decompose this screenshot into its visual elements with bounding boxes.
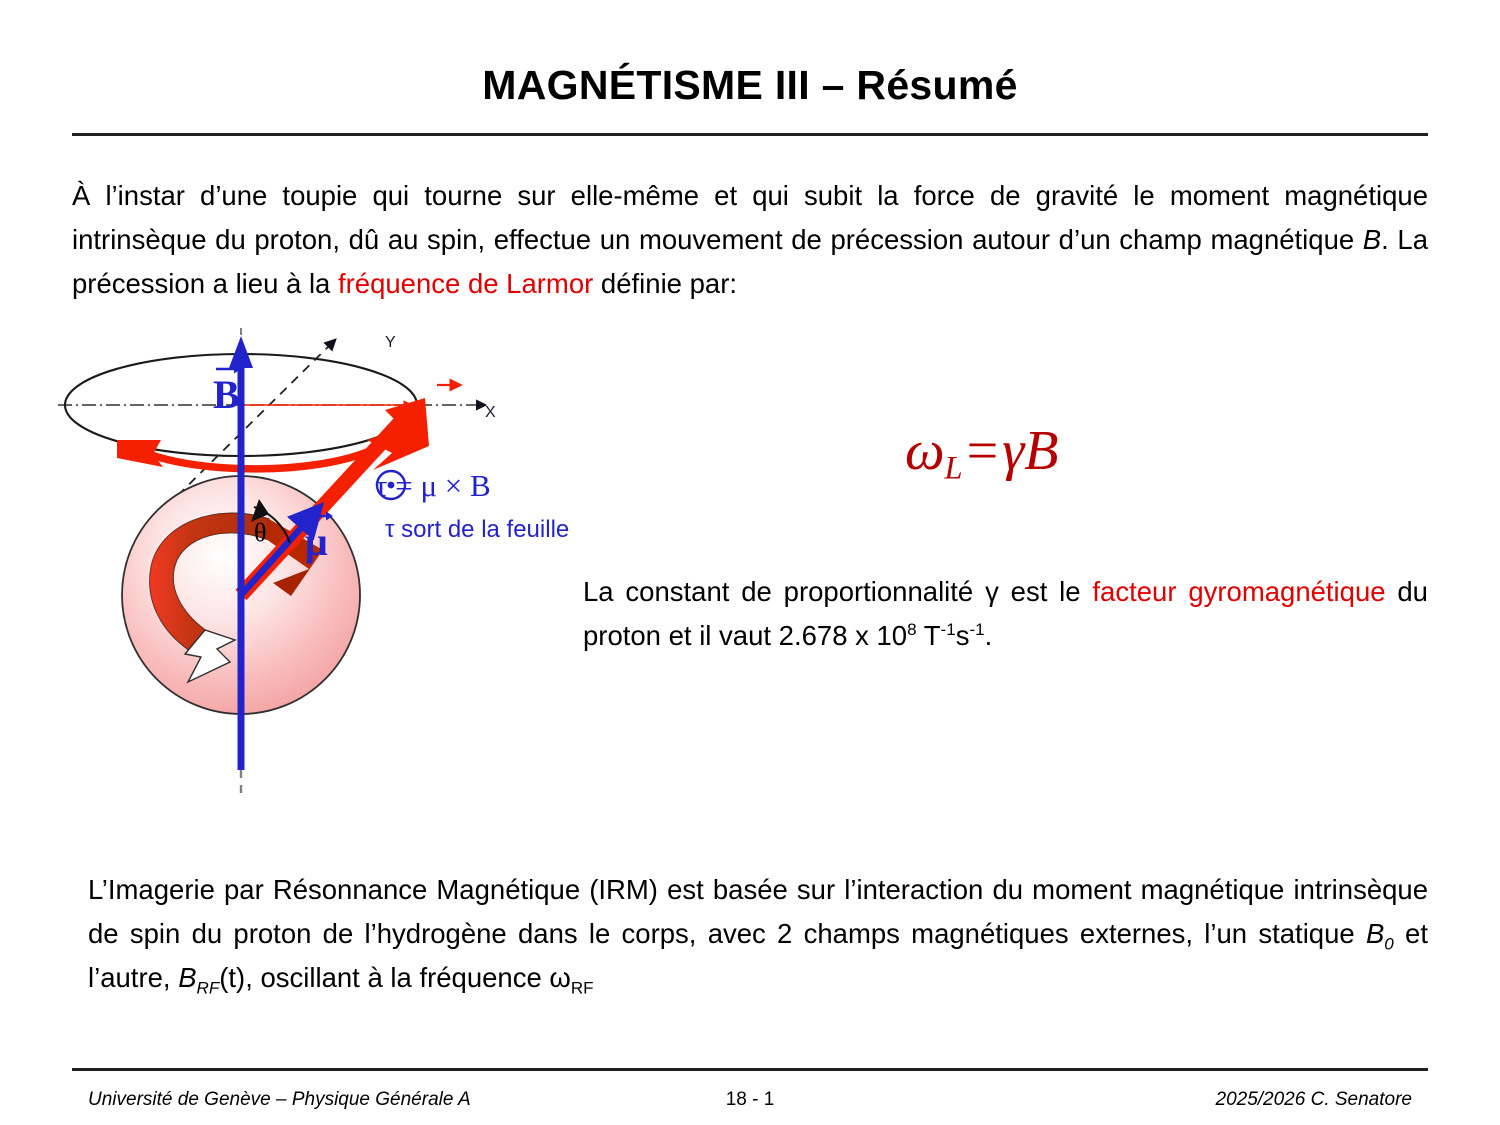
gamma-text-part4: T [916, 620, 941, 651]
precession-diagram-svg [55, 310, 545, 810]
irm-text-part3: (t), oscillant à la fréquence ω [219, 962, 571, 993]
intro-text-part2: . La précession a lieu à la [72, 224, 1428, 299]
header-divider [72, 133, 1428, 136]
gamma-text-part3: du proton et il vaut 2.678 x 10 [583, 576, 1428, 651]
precession-arc [143, 452, 367, 469]
axis-label-x: X [485, 404, 496, 421]
equation-omega: ω [905, 420, 945, 482]
gamma-exponent-8: 8 [907, 619, 917, 639]
gamma-exponent-second: -1 [969, 619, 985, 639]
footer-divider [72, 1068, 1428, 1071]
theta-angle-label: θ [254, 518, 267, 547]
gamma-text-part1: La constant de proportionnalité [583, 576, 986, 607]
mu-vector-label [305, 510, 333, 565]
irm-text-part2: et l’autre, [88, 918, 1428, 993]
gamma-text-part5: s [955, 620, 970, 651]
footer-institution: Université de Genève – Physique Générale A [88, 1089, 471, 1110]
equation-equals: = [966, 420, 999, 482]
intro-italic-b: B [1362, 224, 1382, 255]
irm-b0-base: B [1365, 918, 1385, 949]
torque-equation-label: τ = μ × B [375, 468, 491, 503]
irm-b0-subscript: 0 [1384, 934, 1394, 954]
gamma-text-part6: . [984, 620, 993, 651]
paragraph-gyromagnetic [583, 570, 1428, 658]
b-label-text: B [213, 372, 240, 417]
footer-page-number: 18 - 1 [725, 1089, 775, 1110]
intro-text-part3: définie par: [593, 268, 738, 299]
equation-b: B [1024, 420, 1059, 482]
footer-author: 2025/2026 C. Senatore [1215, 1089, 1412, 1110]
equation-gamma: γ [1002, 420, 1025, 482]
intro-highlight-larmor: fréquence de Larmor [338, 268, 594, 299]
larmor-equation [905, 419, 1059, 488]
page-title: MAGNÉTISME III – Résumé [482, 62, 1018, 108]
equation-omega-subscript: L [944, 450, 963, 487]
gamma-highlight-factor: facteur gyromagnétique [1092, 576, 1386, 607]
irm-text-part1: L’Imagerie par Résonnance Magnétique (IRM) est basée sur l’interaction du moment magnétique intrinsèque de spin du proton de l’hydrogène dans le corps, avec 2 champs magnétiques externes, l’un statique [88, 874, 1428, 949]
torque-note-label: τ sort de la feuille [385, 516, 570, 543]
paragraph-irm [88, 868, 1428, 1000]
intro-text-part1: À l’instar d’une toupie qui tourne sur elle-même et qui subit la force de gravité le moment magnétique intrinsèque du proton, dû au spin, effectue un mouvement de précession autour d’un champ magnétique [72, 180, 1428, 255]
precession-diagram [55, 310, 570, 810]
paragraph-intro [72, 174, 1428, 306]
irm-brf-subscript: RF [196, 978, 220, 998]
mu-label-text: μ [305, 519, 328, 564]
b-vector-label [213, 363, 241, 418]
irm-brf-base: B [178, 962, 197, 993]
irm-omega-subscript: RF [570, 978, 594, 998]
gamma-text-part2: est le [998, 576, 1093, 607]
gamma-symbol: γ [985, 576, 999, 607]
axis-label-y: Y [385, 334, 396, 351]
gamma-exponent-tesla: -1 [940, 619, 956, 639]
